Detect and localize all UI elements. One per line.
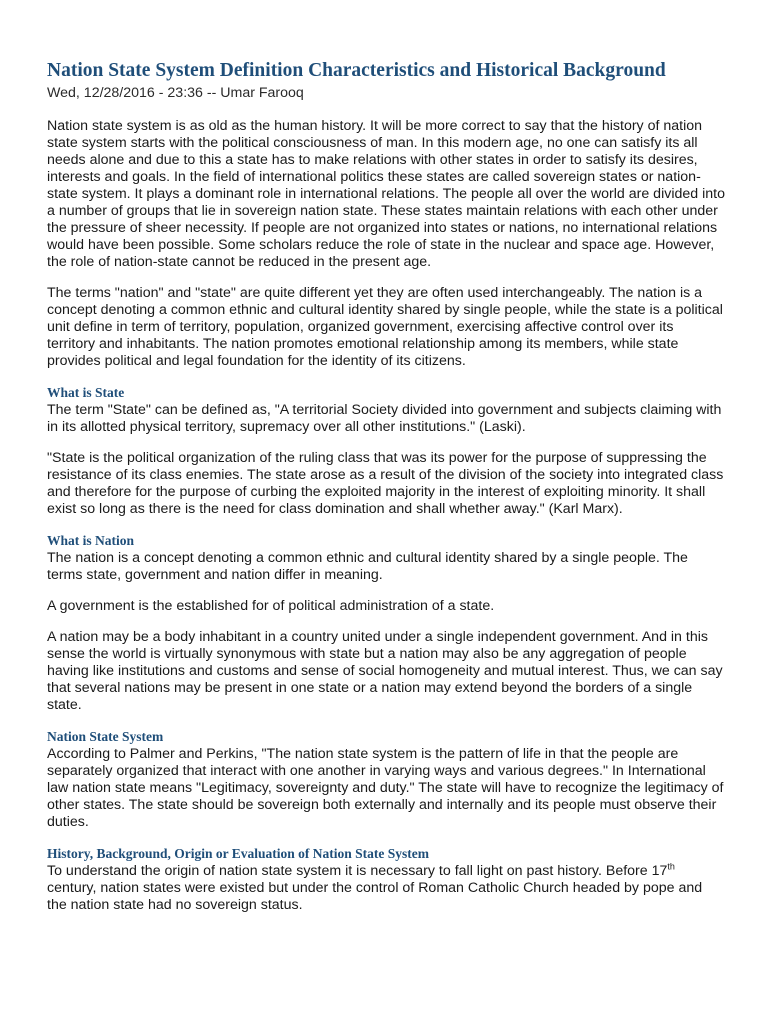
history-superscript: th (667, 861, 675, 872)
history-text-end: century, nation states were existed but under the control of Roman Catholic Church headed by pope and the nation state had no sovereign status. (47, 880, 703, 913)
history-text-start: To understand the origin of nation state system it is necessary to fall light on past history. Before 17 (47, 863, 668, 879)
section-heading-what-is-state: What is State (47, 385, 125, 400)
state-paragraph-2: "State is the political organization of the ruling class that was its power for the purpose of suppressing the resistance of its class enemies. The state arose as a result of the division of the society into integrated class and therefore for the purpose of curbing the exploited majority in the interest of exploiting minority. It shall exist so long as there is the need for class domination and shall whether away." (Karl Marx). (47, 450, 724, 517)
nation-paragraph-1: The nation is a concept denoting a common ethnic and cultural identity shared by a single people. The terms state, government and nation differ in meaning. (47, 550, 688, 583)
history-paragraph-1 (47, 863, 725, 914)
article-title: Nation State System Definition Characteristics and Historical Background (47, 60, 666, 81)
section-heading-nation-state-system: Nation State System (47, 729, 164, 744)
state-paragraph-1: The term "State" can be defined as, "A territorial Society divided into government and subjects claiming with in its allotted physical territory, supremacy over all other institutions." (Laski). (47, 402, 722, 435)
section-heading-history: History, Background, Origin or Evaluation of Nation State System (47, 846, 430, 861)
system-paragraph-1: According to Palmer and Perkins, "The nation state system is the pattern of life in that the people are separately organized that interact with one another in varying ways and various degrees." In International law nation state means "Legitimacy, sovereignty and duty." The state will have to recognize the legitimacy of other states. The state should be sovereign both externally and internally and its people must observe their duties. (47, 746, 724, 830)
section-heading-what-is-nation: What is Nation (47, 533, 135, 548)
intro-paragraph-1: Nation state system is as old as the human history. It will be more correct to say that the history of nation state system starts with the political consciousness of man. In this modern age, no one can satisfy its all needs alone and due to this a state has to make relations with other states in order to satisfy its desires, interests and goals. In the field of international politics these states are called sovereign states or nation-state system. It plays a dominant role in international relations. The people all over the world are divided into a number of groups that lie in sovereign nation state. These states maintain relations with each other under the pressure of sheer necessity. If people are not organized into states or nations, no international relations would have been possible. Some scholars reduce the role of state in the nuclear and space age. However, the role of nation-state cannot be reduced in the present age. (47, 118, 725, 270)
nation-paragraph-3: A nation may be a body inhabitant in a country united under a single independent government. And in this sense the world is virtually synonymous with state but a nation may also be any aggregation of people having like institutions and customs and sense of social homogeneity and mutual interest. Thus, we can say that several nations may be present in one state or a nation may extend beyond the borders of a single state. (47, 629, 723, 713)
nation-paragraph-2: A government is the established for of political administration of a state. (47, 598, 495, 614)
article (47, 58, 725, 928)
intro-paragraph-2: The terms "nation" and "state" are quite different yet they are often used interchangeably. The nation is a concept denoting a common ethnic and cultural identity shared by single people, while the state is a political unit define in term of territory, population, organized government, exercising affective control over its territory and inhabitants. The nation promotes emotional relationship among its members, while state provides political and legal foundation for the identity of its citizens. (47, 285, 723, 369)
article-meta: Wed, 12/28/2016 - 23:36 -- Umar Farooq (47, 85, 304, 101)
